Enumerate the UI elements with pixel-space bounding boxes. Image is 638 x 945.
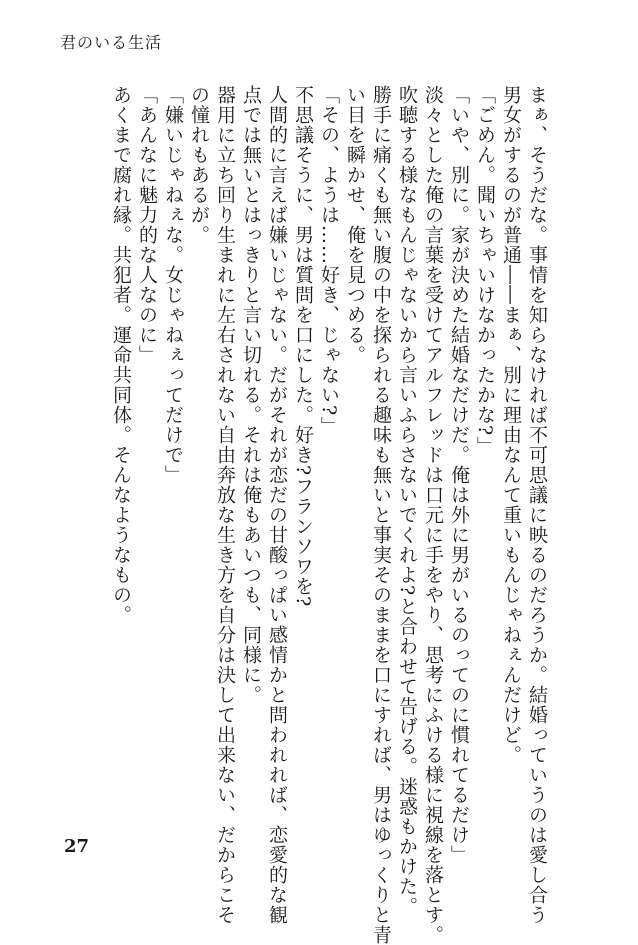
running-title: 君のいる生活 bbox=[60, 33, 163, 52]
text-line: 「あんなに魅力的な人なのに」 bbox=[136, 85, 158, 365]
text-line: 淡々とした俺の言葉を受けてアルフレッドは口元に手をやり、思考にふける様に視線を落とす。 bbox=[422, 85, 444, 945]
vertical-body-text bbox=[108, 85, 550, 945]
text-line: 「その、ようは……好き、じゃない?」 bbox=[318, 85, 340, 437]
text-line: 「いや、別に。家が決めた結婚なだけだ。俺は外に男がいるのってのに慣れてるだけ」 bbox=[448, 85, 470, 865]
text-line: 吹聴する様なもんじゃないから言いふらさないでくれよ?と合わせて告げる。迷惑もかけた。 bbox=[396, 85, 418, 917]
text-line: 男女がするのが普通――まぁ、別に理由なんて重いもんじゃねぇんだけど。 bbox=[500, 85, 522, 765]
text-line: 人間的に言えば嫌いじゃない。だがそれが恋だの甘酸っぱい感情かと問われれば、恋愛的な観 bbox=[266, 85, 288, 925]
text-line: 不思議そうに、男は質問を口にした。好き?フランソワを? bbox=[292, 85, 314, 608]
text-line: 「ごめん。聞いちゃいけなかったかな?」 bbox=[474, 85, 496, 457]
text-line: の憧れもあるが。 bbox=[188, 85, 210, 245]
page-number: 27 bbox=[64, 836, 90, 857]
text-line: 点では無いとはっきりと言い切れる。それは俺もあいつも、同様に。 bbox=[240, 85, 262, 705]
text-line: 勝手に痛くも無い腹の中を探られる趣味も無いと事実そのままを口にすれば、男はゆっくりと青 bbox=[370, 85, 392, 945]
text-line: い目を瞬かせ、俺を見つめる。 bbox=[344, 85, 366, 365]
text-line: まぁ、そうだな。事情を知らなければ不可思議に映るのだろうか。結婚っていうのは愛し合う bbox=[526, 85, 548, 925]
text-line: 器用に立ち回り生まれに左右されない自由奔放な生き方を自分は決して出来ない、だからこそ bbox=[214, 85, 236, 925]
text-line: 「嫌いじゃねぇな。女じゃねぇってだけで」 bbox=[162, 85, 184, 485]
text-line: あくまで腐れ縁。共犯者。運命共同体。そんなようなもの。 bbox=[110, 85, 132, 625]
